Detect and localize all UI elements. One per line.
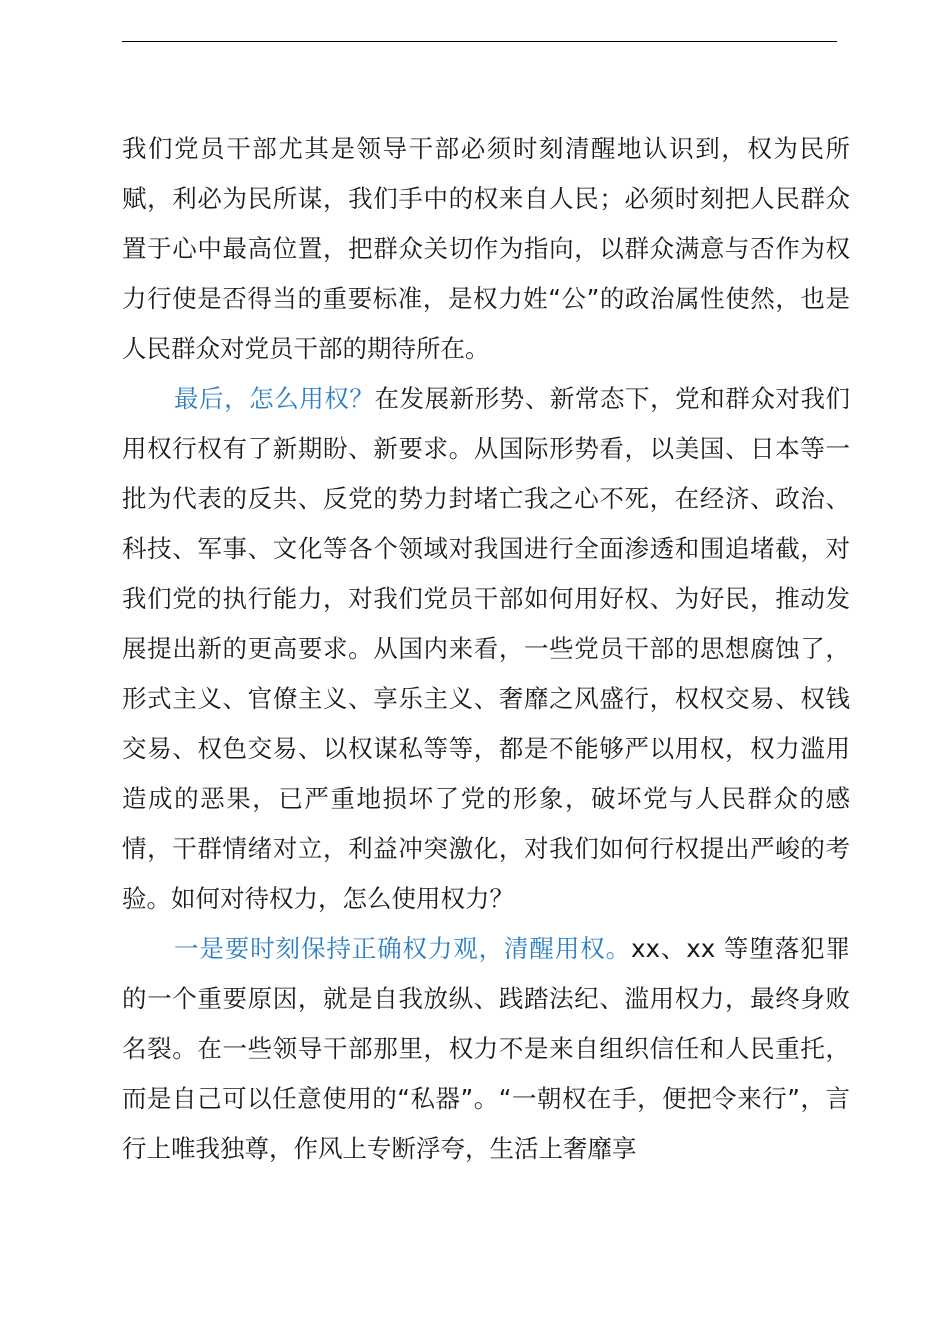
paragraph-1: [122, 124, 850, 374]
document-body: [122, 124, 850, 1174]
paragraph-3-heading: 一是要时刻保持正确权力观，清醒用权。: [174, 934, 631, 963]
paragraph-2: [122, 374, 850, 924]
paragraph-2-heading: 最后，怎么用权？: [174, 384, 375, 413]
paragraph-1-text: 我们党员干部尤其是领导干部必须时刻清醒地认识到，权为民所赋，利必为民所谋，我们手中的权来自人民；必须时刻把人民群众置于心中最高位置，把群众关切作为指向，以群众满意与否作为权力行使是否得当的重要标准，是权力姓“公”的政治属性使然，也是人民群众对党员干部的期待所在。: [122, 134, 850, 363]
paragraph-3-text: xx、xx 等堕落犯罪的一个重要原因，就是自我放纵、践踏法纪、滥用权力，最终身败名裂。在一些领导干部那里，权力不是来自组织信任和人民重托，而是自己可以任意使用的“私器”。“一朝权在手，便把令来行”，言行上唯我独尊，作风上专断浮夸，生活上奢靡享: [122, 934, 850, 1163]
paragraph-3: [122, 924, 850, 1174]
header-rule: [122, 41, 837, 42]
paragraph-2-text: 在发展新形势、新常态下，党和群众对我们用权行权有了新期盼、新要求。从国际形势看，以美国、日本等一批为代表的反共、反党的势力封堵亡我之心不死，在经济、政治、科技、军事、文化等各个领域对我国进行全面渗透和围追堵截，对我们党的执行能力，对我们党员干部如何用好权、为好民，推动发展提出新的更高要求。从国内来看，一些党员干部的思想腐蚀了，形式主义、官僚主义、享乐主义、奢靡之风盛行，权权交易、权钱交易、权色交易、以权谋私等等，都是不能够严以用权，权力滥用造成的恶果，已严重地损坏了党的形象，破坏党与人民群众的感情，干群情绪对立，利益冲突激化，对我们如何行权提出严峻的考验。如何对待权力，怎么使用权力？: [122, 384, 851, 913]
